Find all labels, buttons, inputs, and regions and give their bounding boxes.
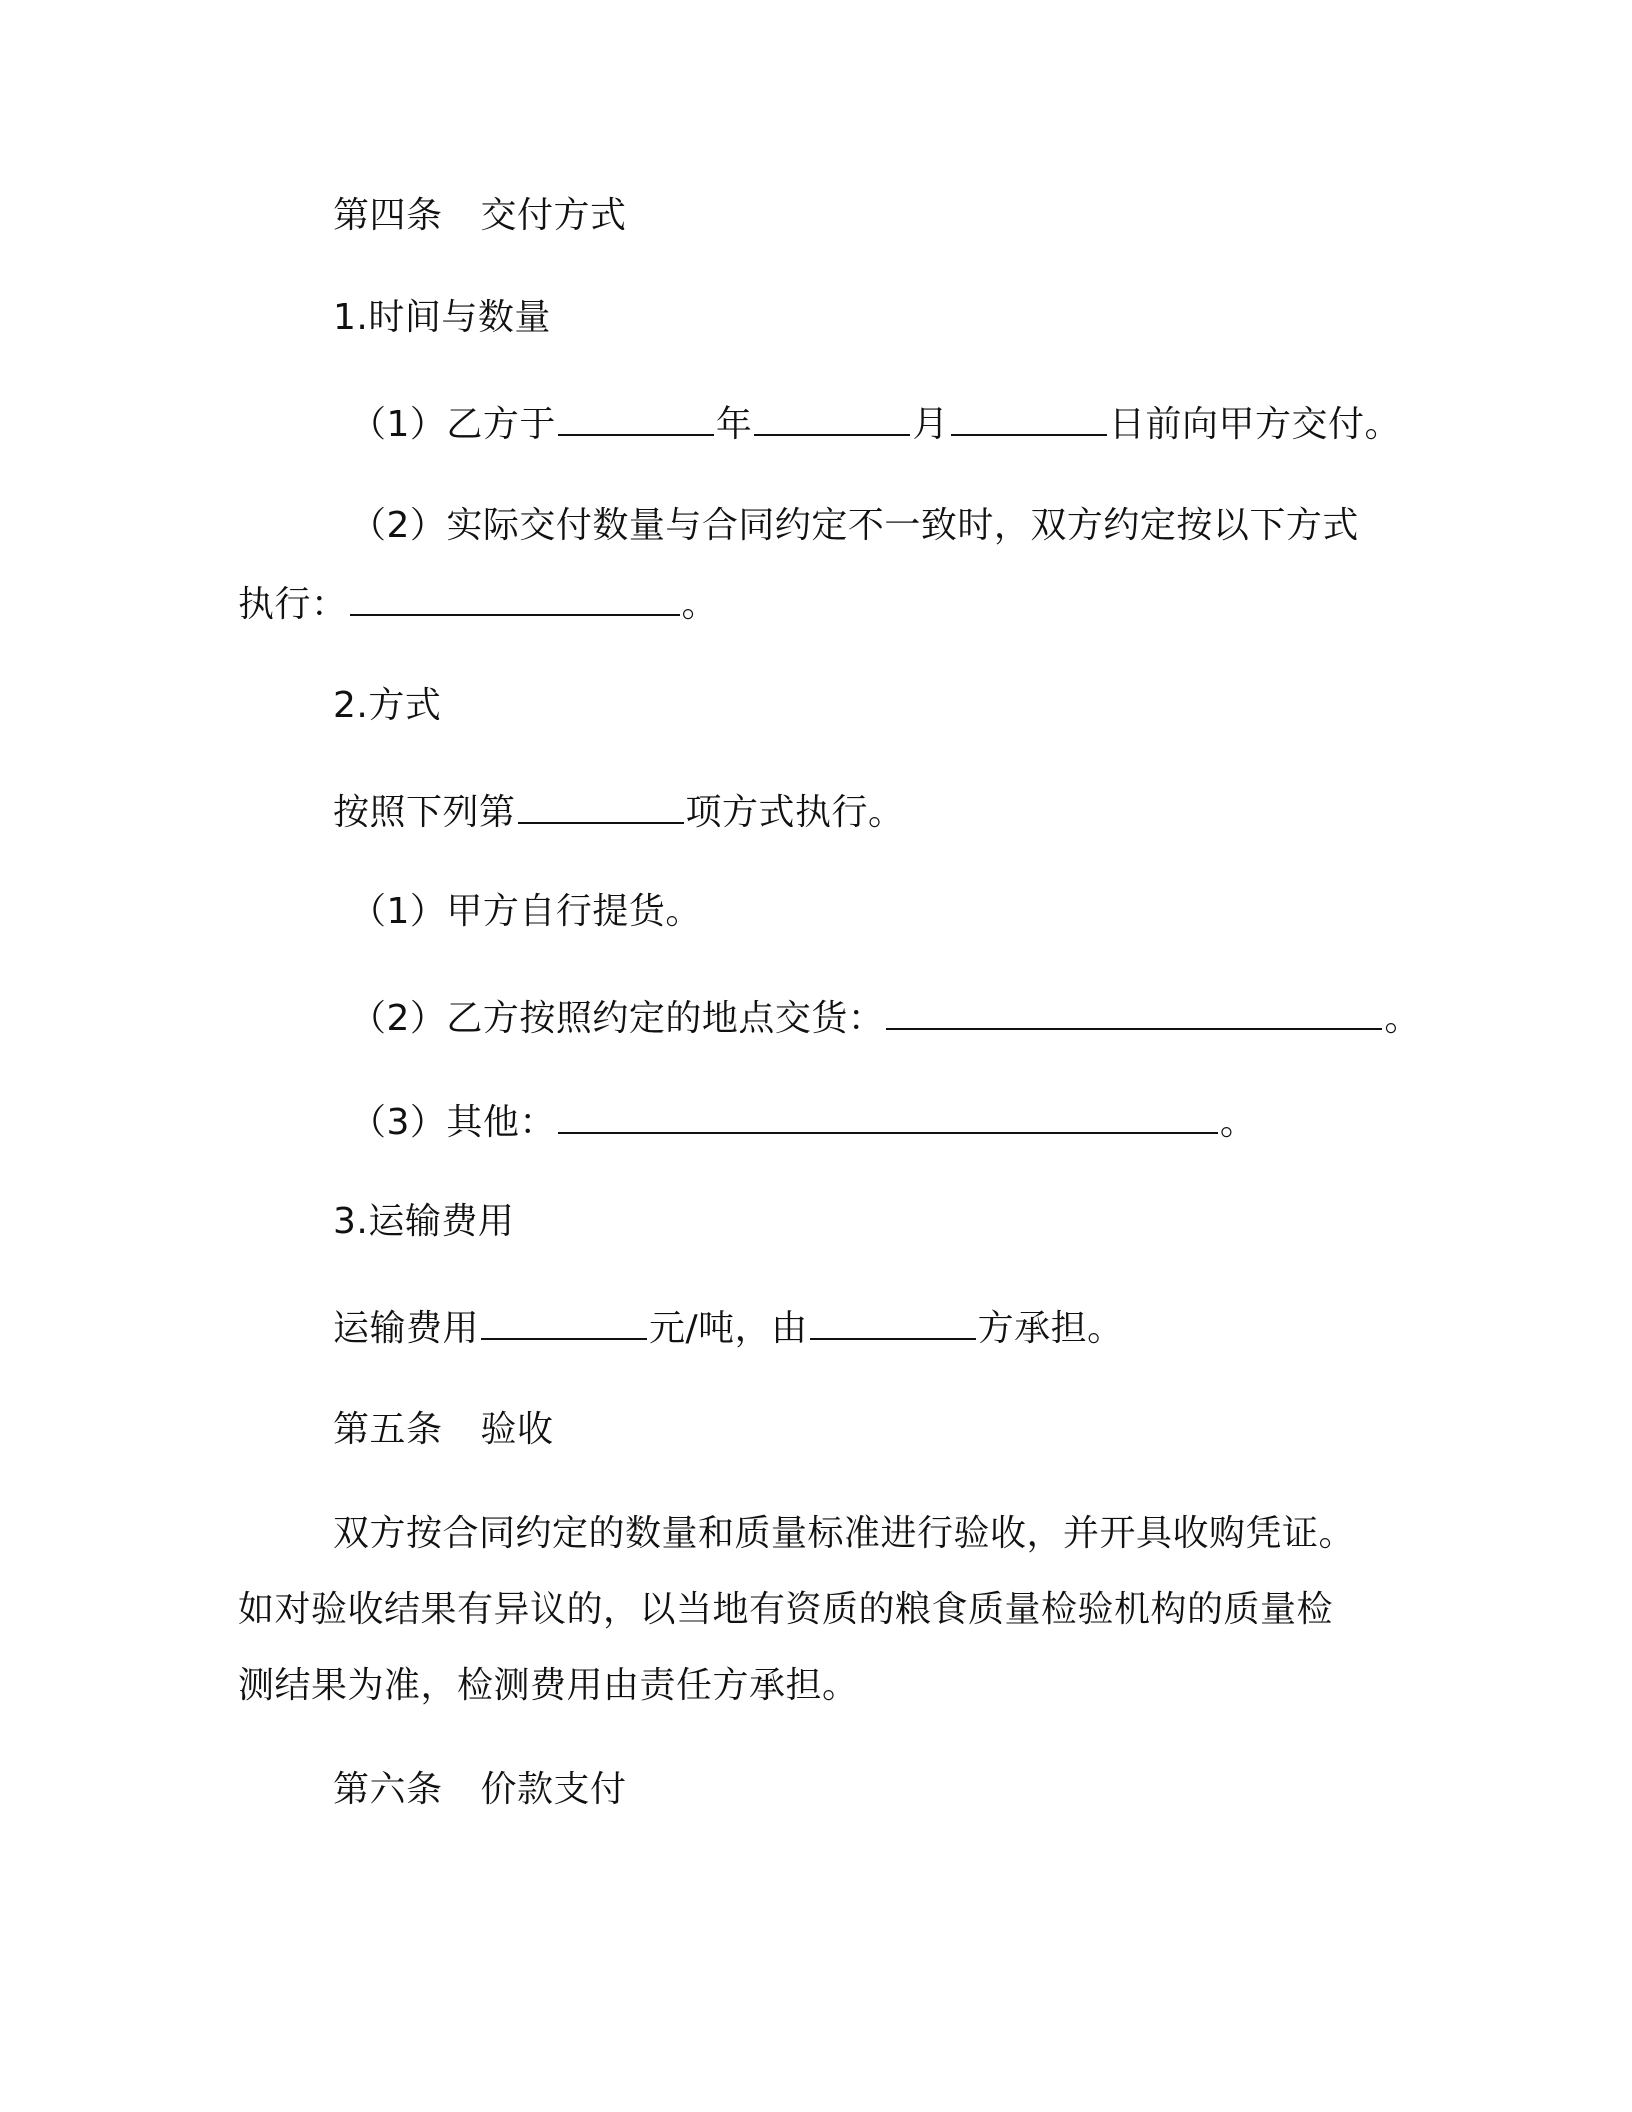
execute-label: 执行：: [238, 584, 348, 625]
delivery-date-prefix: （1）乙方于: [350, 404, 556, 445]
article5-number: 第五条: [333, 1409, 443, 1450]
article6-heading: [333, 1768, 1493, 1812]
method-choice-prefix: 按照下列第: [333, 792, 516, 833]
freight-party-blank[interactable]: [810, 1304, 976, 1340]
section-2-title: 2.方式: [333, 685, 442, 726]
delivery-date-suffix: 日前向甲方交付。: [1108, 404, 1401, 445]
other-method-blank[interactable]: [558, 1098, 1218, 1134]
period: 。: [1219, 1102, 1257, 1143]
freight-prefix: 运输费用: [333, 1308, 480, 1349]
quantity-mismatch-item-line1: （2）实际交付数量与合同约定不一致时，双方约定按以下方式: [350, 505, 1359, 546]
freight-unit: 元/吨，由: [649, 1308, 808, 1349]
method-3-item: [350, 1098, 1510, 1145]
year-blank[interactable]: [558, 400, 714, 436]
period: 。: [681, 584, 719, 625]
freight-suffix: 方承担。: [977, 1308, 1124, 1349]
day-blank[interactable]: [951, 400, 1107, 436]
year-label: 年: [715, 404, 753, 445]
period: 。: [1384, 998, 1421, 1039]
month-label: 月: [912, 404, 949, 445]
inspection-para-line1: 双方按合同约定的数量和质量标准进行验收，并开具收购凭证。: [333, 1513, 1356, 1554]
article6-title: 价款支付: [480, 1769, 627, 1810]
method-3-prefix: （3）其他：: [350, 1102, 556, 1143]
article4-number: 第四条: [333, 195, 443, 236]
method-1-item: （1）甲方自行提货。: [350, 891, 702, 932]
inspection-para-line2: 如对验收结果有异议的，以当地有资质的粮食质量检验机构的质量检: [238, 1589, 1334, 1630]
method-2-prefix: （2）乙方按照约定的地点交货：: [350, 998, 885, 1039]
month-blank[interactable]: [754, 400, 910, 436]
article6-number: 第六条: [333, 1769, 443, 1810]
method-number-blank[interactable]: [518, 788, 684, 824]
article4-heading: [333, 194, 1493, 238]
execute-method-blank[interactable]: [350, 580, 680, 616]
freight-line: [333, 1304, 1493, 1351]
freight-amount-blank[interactable]: [481, 1304, 647, 1340]
section-1-title: 1.时间与数量: [333, 297, 551, 338]
article4-title: 交付方式: [480, 195, 627, 236]
delivery-location-blank[interactable]: [886, 994, 1382, 1030]
section-3-title: 3.运输费用: [333, 1201, 515, 1242]
method-choice-line: [333, 788, 1493, 835]
method-choice-suffix: 项方式执行。: [685, 792, 905, 833]
article5-title: 验收: [480, 1409, 554, 1450]
method-2-item: [350, 994, 1510, 1041]
article5-heading: [333, 1408, 1493, 1452]
delivery-date-item: [350, 400, 1510, 447]
quantity-mismatch-item-line2: [238, 580, 1398, 627]
inspection-para-line3: 测结果为准，检测费用由责任方承担。: [238, 1665, 859, 1706]
